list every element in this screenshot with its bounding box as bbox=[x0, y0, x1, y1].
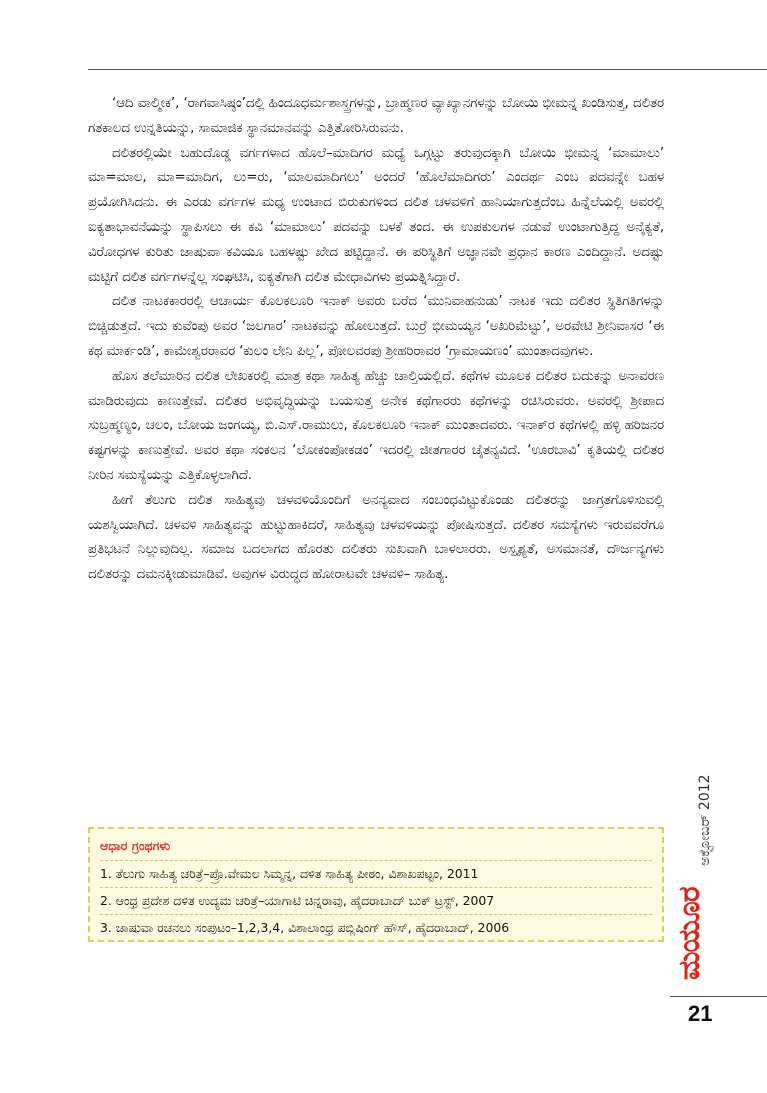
paragraph: ದಲಿತ ನಾಟಕಕಾರರಲ್ಲಿ ಆಚಾರ್ಯ ಕೊಲಕಲೂರಿ ಇನಾಕ್ ಅವರು ಬರೆದ ‘ಮುನಿವಾಹನುಡು’ ನಾಟಕ ಇದು ದಲಿತರ ಸ್ಥಿತಿಗತಿಗಳನ್ನು ಬಿಚ್ಚಿಡುತ್ತದೆ. ಇದು ಕುವೆಂಪು ಅವರ ‘ಜಲಗಾರ’ ನಾಟಕವನ್ನು ಹೋಲುತ್ತದೆ. ಬುರ್ರೆ ಭೀಮಯ್ಯನ ‘ಅಖರಿಮೆಟ್ಟು’, ಅರವೇಟಿ ಶ್ರೀನಿವಾಸರ ‘ಈ ಕಥ ಮಾರ್ಕಂಡಿ’, ಕಾಮೇಶ್ವರರಾವರ ‘ಕುಲಂ ಲೇನಿ ಪಿಲ್ಲ’, ಪೋಲವರಪು ಶ್ರೀಹರಿರಾವರ ‘ಗ್ರಾಮಾಯಣಂ’ ಮುಂತಾದವುಗಳು. bbox=[88, 294, 664, 359]
paragraph: ಹೊಸ ತಲೆಮಾರಿನ ದಲಿತ ಲೇಖಕರಲ್ಲಿ ಮಾತ್ರ ಕಥಾ ಸಾಹಿತ್ಯ ಹೆಚ್ಚು ಚಾಲ್ತಿಯಲ್ಲಿದೆ. ಕಥೆಗಳ ಮೂಲಕ ದಲಿತರ ಬದುಕನ್ನು ಅನಾವರಣ ಮಾಡಿರುವುದು ಕಾಣುತ್ತೇವೆ. ದಲಿತರ ಅಭಿವೃದ್ಧಿಯನ್ನು ಬಯಸುತ್ತ ಅನೇಕ ಕಥೆಗಾರರು ಕಥೆಗಳನ್ನು ರಚಿಸಿರುವರು. ಅವರಲ್ಲಿ ಶ್ರೀಪಾದ ಸುಬ್ರಹ್ಮಣ್ಯಂ, ಚಲಂ, ಬೋಯ ಜಂಗಯ್ಯ, ಬಿ.ಎಸ್.ರಾಮುಲು, ಕೊಲಕಲೂರಿ ಇನಾಕ್ ಮುಂತಾದವರು. ಇನಾಕ್‌ರ ಕಥೆಗಳಲ್ಲಿ ಹಳ್ಳಿ ಹರಿಜನರ ಕಷ್ಟಗಳನ್ನು ಕಾಣುತ್ತೇವೆ. ಅವರ ಕಥಾ ಸಂಕಲನ ‘ಲೋಕಂಪೋಕಡಂ’ ಇದರಲ್ಲಿ ಜೀತಗಾರರ ಚೈತನ್ಯವಿದೆ. ‘ಊರಬಾವಿ’ ಕೃತಿಯಲ್ಲಿ ದಲಿತರ ನೀರಿನ ಸಮಸ್ಯೆಯನ್ನು ಎತ್ತಿಕೊಳ್ಳಲಾಗಿದೆ. bbox=[88, 368, 664, 483]
page-number: 21 bbox=[688, 1001, 713, 1026]
paragraph: ‘ಆದಿ ವಾಲ್ಮೀಕ’, ‘ರಾಗವಾಸಿಷ್ಠಂ’ದಲ್ಲಿ ಹಿಂದೂಧರ್ಮಶಾಸ್ತ್ರಗಳನ್ನು, ಬ್ರಾಹ್ಮಣರ ವ್ಯಾಖ್ಯಾನಗಳನ್ನು ಬೋಯಿ ಭೀಮನ್ನ ಖಂಡಿಸುತ್ತ, ದಲಿತರ ಗತಕಾಲದ ಉನ್ನತಿಯನ್ನು, ಸಾಮಾಜಿಕ ಸ್ಥಾನಮಾನವನ್ನು ಎತ್ತಿತೋರಿಸಿರುವನು. bbox=[88, 96, 664, 136]
issue-date: ಅಕ್ಟೋಬರ್ 2012 bbox=[697, 774, 713, 866]
top-rule bbox=[88, 69, 767, 70]
paragraph: ದಲಿತರಲ್ಲಿಯೇ ಬಹುದೊಡ್ಡ ವರ್ಗಗಳಾದ ಹೊಲೆ–ಮಾದಿಗರ ಮಧ್ಯೆ ಒಗ್ಗಟ್ಟು ತರುವುದಕ್ಕಾಗಿ ಬೋಯಿ ಭೀಮನ್ನ ‘ಮಾಮಾಲು’ ಮಾ=ಮಾಲ, ಮಾ=ಮಾದಿಗ, ಲು=ರು, ‘ಮಾಲಮಾದಿಗಲು’ ಅಂದರೆ ‘ಹೊಲೆಮಾದಿಗರು’ ಎಂದರ್ಥ ಎಂಬ ಪದವನ್ನೇ ಬಹಳ ಪ್ರಯೋಗಿಸಿದನು. ಈ ಎರಡು ವರ್ಗಗಳ ಮಧ್ಯ ಉಂಟಾದ ಬಿರುಕುಗಳಿಂದ ದಲಿತ ಚಳವಳಿಗೆ ಹಾನಿಯಾಗುತ್ತದೆಂಬ ಹಿನ್ನೆಲೆಯಲ್ಲಿ ಅವರಲ್ಲಿ ಐಕ್ಯತಾಭಾವನೆಯನ್ನು ಸ್ಥಾಪಿಸಲು ಈ ಕವಿ ‘ಮಾಮಾಲು’ ಪದವನ್ನು ಬಳಕೆ ತಂದ. ಈ ಉಪಕುಲಗಳ ನಡುವೆ ಉಂಟಾಗುತ್ತಿದ್ದ ಅನೈಕ್ಯತೆ, ವಿರೋಧಗಳ ಕುರಿತು ಜಾಷುವಾ ಕವಿಯೂ ಬಹಳಷ್ಟು ಖೇದ ಪಟ್ಟಿದ್ದಾನೆ. ಈ ಪರಿಸ್ಥಿತಿಗೆ ಅಜ್ಞಾನವೇ ಪ್ರಧಾನ ಕಾರಣ ಎಂದಿದ್ದಾನೆ. ಅದಷ್ಟು ಮಟ್ಟಿಗೆ ದಲಿತ ವರ್ಗಗಳನ್ನೆಲ್ಲ ಸಂಘಟಿಸಿ, ಐಕ್ಯತೆಗಾಗಿ ದಲಿತ ಮೇಧಾವಿಗಳು ಪ್ರಯತ್ನಿಸಿದ್ದಾರೆ. bbox=[88, 145, 664, 285]
magazine-sidebar bbox=[669, 770, 713, 980]
paragraph: ಹೀಗೆ ತೆಲುಗು ದಲಿತ ಸಾಹಿತ್ಯವು ಚಳವಳಿಯೊಂದಿಗೆ ಅನನ್ಯವಾದ ಸಂಬಂಧವಿಟ್ಟುಕೊಂಡು ದಲಿತರನ್ನು ಜಾಗ್ರತಗೊಳಿಸುವಲ್ಲಿ ಯಶಸ್ವಿಯಾಗಿದೆ. ಚಳವಳಿ ಸಾಹಿತ್ಯವನ್ನು ಹುಟ್ಟುಹಾಕಿದರೆ, ಸಾಹಿತ್ಯವು ಚಳವಳಿಯನ್ನು ಪೋಷಿಸುತ್ತದೆ. ದಲಿತರ ಸಮಸ್ಯೆಗಳು ಇರುವವರೆಗೂ ಪ್ರತಿಭಟನೆ ನಿಲ್ಲುವುದಿಲ್ಲ. ಸಮಾಜ ಬದಲಾಗದ ಹೊರತು ದಲಿತರು ಸುಖವಾಗಿ ಬಾಳಲಾರರು. ಅಸ್ಪೃಶ್ಯತೆ, ಅಸಮಾನತೆ, ದೌರ್ಜನ್ಯಗಳು ದಲಿತರನ್ನು ದಮನಕ್ಕೀಡುಮಾಡಿವೆ. ಅವುಗಳ ವಿರುದ್ಧದ ಹೋರಾಟವೇ ಚಳವಳಿ– ಸಾಹಿತ್ಯ. bbox=[88, 492, 664, 583]
reference-item: 3. ಜಾಷುವಾ ರಚನಲು ಸಂಪುಟಂ–1,2,3,4, ವಿಶಾಲಾಂಧ್ರ ಪಬ್ಲಿಷಿಂಗ್ ಹೌಸ್, ಹೈದರಾಬಾದ್, 2006 bbox=[100, 914, 652, 941]
references-list bbox=[100, 860, 652, 941]
magazine-logo: ಮಯೂರ bbox=[672, 887, 707, 980]
article-body bbox=[88, 92, 664, 588]
references-title: ಆಧಾರ ಗ್ರಂಥಗಳು bbox=[100, 838, 171, 853]
reference-item: 2. ಆಂಧ್ರ ಪ್ರದೇಶ ದಳಿತ ಉದ್ಯಮ ಚರಿತ್ರೆ–ಯಾಗಾಟಿ ಚಿನ್ನರಾವು, ಹೈದರಾಬಾದ್ ಬುಕ್ ಟ್ರಸ್ಟ್, 2007 bbox=[100, 887, 652, 914]
bottom-rule bbox=[670, 996, 767, 997]
reference-item: 1. ತೆಲುಗು ಸಾಹಿತ್ಯ ಚರಿತ್ರೆ–ಪ್ರೊ.ವೇಮಲ ಸಿಮ್ಮನ್ನ, ದಳಿತ ಸಾಹಿತ್ಯ ಪೀಠಂ, ವಿಶಾಖಪಟ್ಟಂ, 2011 bbox=[100, 860, 652, 887]
references-box bbox=[88, 827, 664, 942]
